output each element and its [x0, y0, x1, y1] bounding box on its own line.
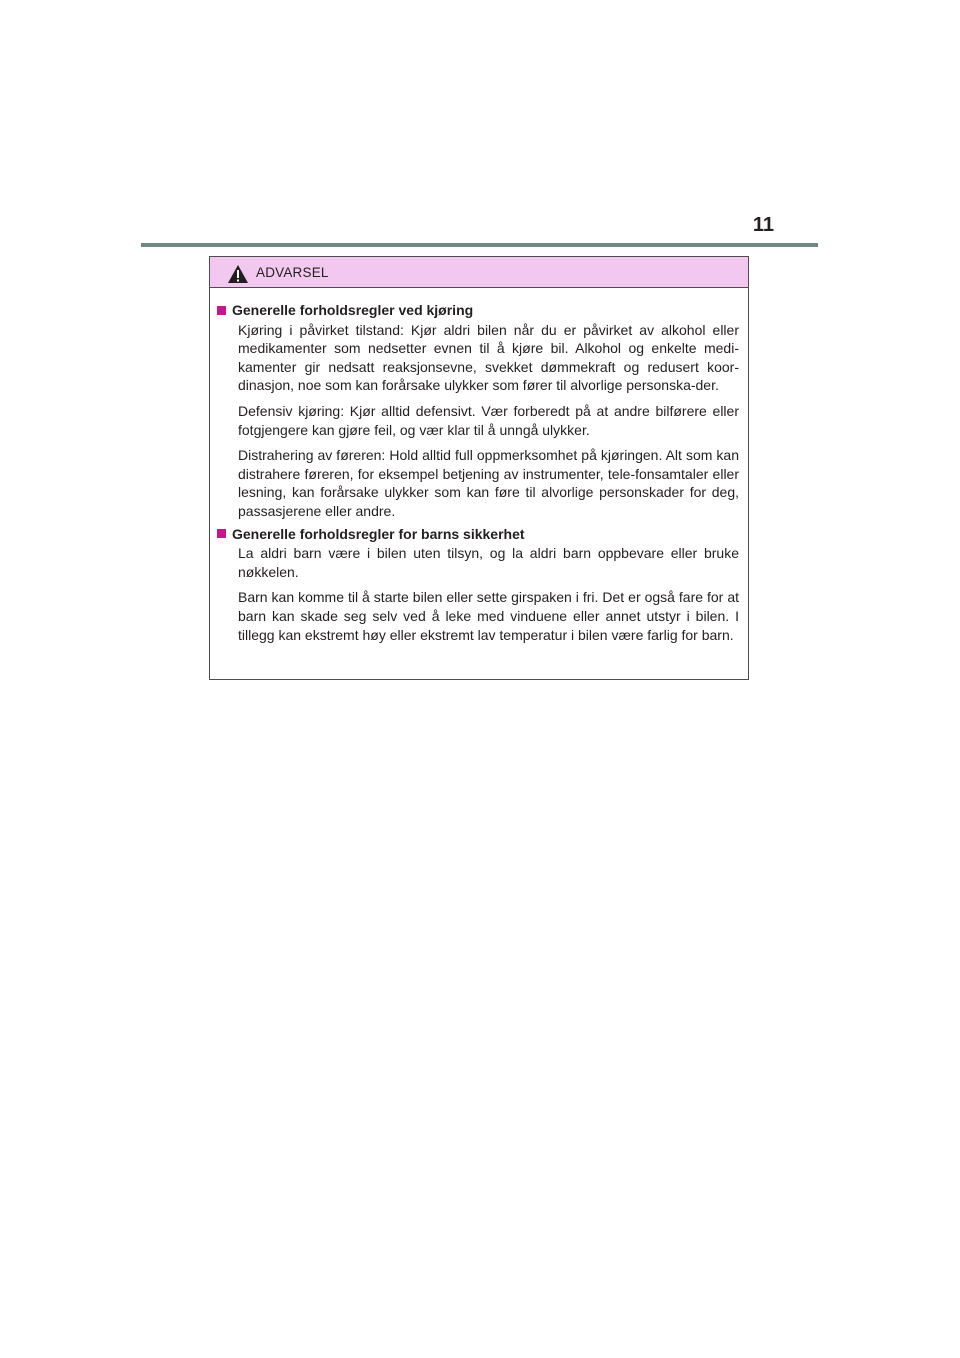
paragraph-defensive-driving: Defensiv kjøring: Kjør alltid defensivt. Vær forberedt på at andre bilførere eller fotgjengere kan gjøre feil, og vær klar til å unngå ulykker.	[238, 402, 739, 438]
warning-triangle-icon	[227, 264, 249, 284]
square-bullet-icon	[217, 529, 226, 538]
paragraph-children-hazards: Barn kan komme til å starte bilen eller sette girspaken i fri. Det er også fare for at barn kan skade seg selv ved å leke med vinduene eller annet utstyr i bilen. I tillegg kan ekstremt høy eller ekstremt lav temperatur i bilen være farlig for barn.	[238, 589, 739, 643]
section-heading-text: Generelle forholdsregler ved kjøring	[232, 302, 474, 318]
warning-body	[210, 288, 748, 644]
section-heading-text: Generelle forholdsregler for barns sikkerhet	[232, 525, 525, 542]
warning-header	[210, 257, 748, 288]
section-heading-child-safety	[216, 525, 739, 544]
square-bullet-icon	[217, 306, 226, 315]
warning-box	[209, 256, 749, 680]
paragraph-impaired-driving: Kjøring i påvirket tilstand: Kjør aldri bilen når du er påvirket av alkohol eller medikamenter som nedsetter evnen til å kjøre bil. Alkohol og enkelte medi-kamenter gir nedsatt reaksjonsevne, svekket dømmekraft og redusert koor-dinasjon, noe som kan forårsake ulykker som fører til alvorlige personska-der.	[238, 321, 739, 394]
page-number: 11	[752, 214, 774, 236]
header-rule	[141, 243, 818, 247]
warning-title: ADVARSEL	[256, 264, 329, 280]
paragraph-driver-distraction: Distrahering av føreren: Hold alltid full oppmerksomhet på kjøringen. Alt som kan distrahere føreren, for eksempel betjening av instrumenter, tele-fonsamtaler eller lesning, kan forårsake ulykker som kan føre til alvorlige personskader for deg, passasjerene eller andre.	[238, 447, 739, 519]
paragraph-children-unattended: La aldri barn være i bilen uten tilsyn, og la aldri barn oppbevare eller bruke nøkkelen.	[238, 545, 739, 580]
section-heading-driving	[216, 301, 739, 320]
